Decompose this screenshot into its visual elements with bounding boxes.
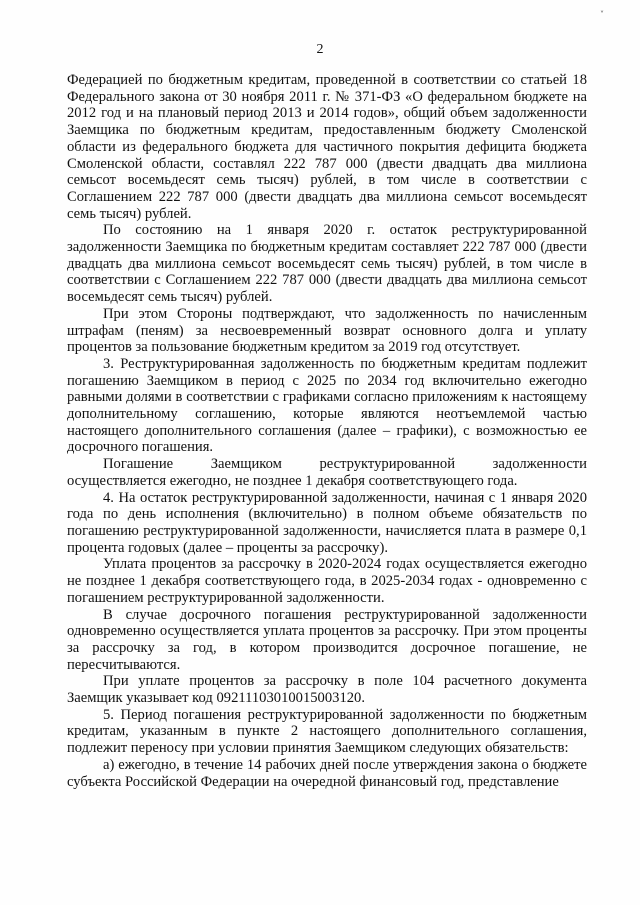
paragraph-remaining-debt: По состоянию на 1 января 2020 г. остаток реструктурированной задолженности Заемщика по бюджетным кредитам составляет 222 787 000 (двести двадцать два миллиона семьсот восемьдесят семь тысяч) рублей, в том числе в соответствии с Соглашением 222 787 000 (двести двадцать два миллиона семьсот восемьдесят семь тысяч) рублей. — [67, 222, 587, 306]
paragraph-penalties: При этом Стороны подтверждают, что задолженность по начисленным штрафам (пеням) за несвоевременный возврат основного долга и уплату процентов за пользование бюджетным кредитом за 2019 год отсутствует. — [67, 305, 587, 356]
paragraph-clause-4: 4. На остаток реструктурированной задолженности, начиная с 1 января 2020 года по день исполнения (включительно) в полном объеме обязательств по погашению реструктурированной задолженности, начисляется плата в размере 0,1 процента годовых (далее – проценты за рассрочку). — [67, 489, 587, 556]
paragraph-clause-5: 5. Период погашения реструктурированной задолженности по бюджетным кредитам, указанным в пункте 2 настоящего дополнительного соглашения, подлежит переносу при условии принятия Заемщиком следующих обязательств: — [67, 706, 587, 757]
paragraph-early-repayment: В случае досрочного погашения реструктурированной задолженности одновременно осуществляется уплата процентов за рассрочку. При этом проценты за рассрочку за год, в котором производится досрочное погашение, не пересчитываются. — [67, 606, 587, 673]
paragraph-payment-code: При уплате процентов за рассрочку в поле 104 расчетного документа Заемщик указывает код 09211103010015003120. — [67, 673, 587, 707]
paragraph-clause-3: 3. Реструктурированная задолженность по бюджетным кредитам подлежит погашению Заемщиком в период с 2025 по 2034 год включительно ежегодно равными долями в соответствии с графиками согласно приложениям к настоящему дополнительному соглашению, которые являются неотъемлемой частью настоящего дополнительного соглашения (далее – графики), с возможностью ее досрочного погашения. — [67, 355, 587, 456]
page-number: 2 — [316, 42, 324, 57]
paragraph-continuation: Федерацией по бюджетным кредитам, проведенной в соответствии со статьей 18 Федерального закона от 30 ноября 2011 г. № 371-ФЗ «О федеральном бюджете на 2012 год и на плановый период 2013 и 2014 годов», общий объем задолженности Заемщика по бюджетным кредитам, предоставленным бюджету Смоленской области из федерального бюджета для частичного покрытия дефицита бюджета Смоленской области, составлял 222 787 000 (двести двадцать два миллиона семьсот восемьдесят семь тысяч) рублей, в том числе в соответствии с Соглашением 222 787 000 (двести двадцать два миллиона семьсот восемьдесят семь тысяч) рублей. — [67, 72, 587, 222]
paragraph-obligation-a: а) ежегодно, в течение 14 рабочих дней после утверждения закона о бюджете субъекта Российской Федерации на очередной финансовый год, представление — [67, 756, 587, 790]
paragraph-annual-repayment: Погашение Заемщиком реструктурированной задолженности осуществляется ежегодно, не позднее 1 декабря соответствующего года. — [67, 456, 587, 489]
document-body — [67, 72, 587, 790]
paragraph-interest-payment: Уплата процентов за рассрочку в 2020-2024 годах осуществляется ежегодно не позднее 1 декабря соответствующего года, в 2025-2034 годах - одновременно с погашением реструктурированной задолженности. — [67, 556, 587, 606]
scan-mark: ˅ — [600, 10, 604, 19]
